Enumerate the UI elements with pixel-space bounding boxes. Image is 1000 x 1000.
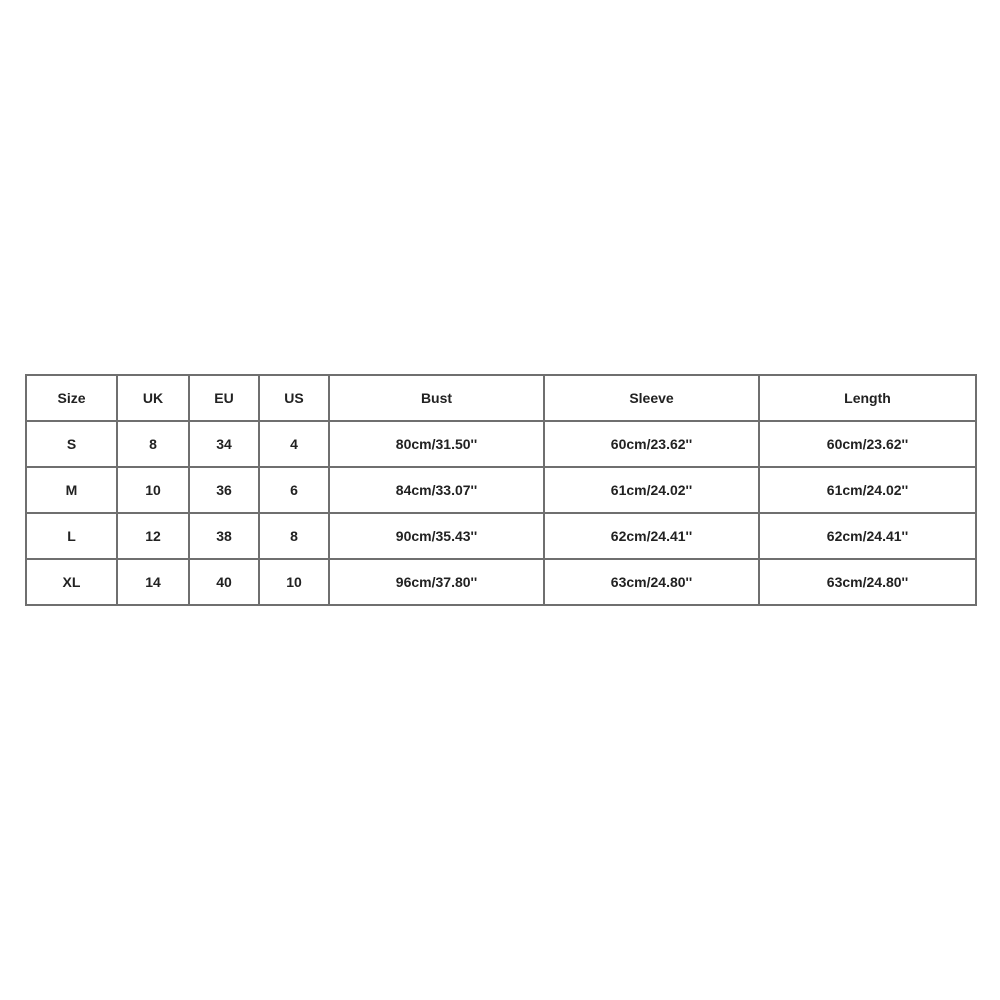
cell-size: L: [26, 513, 117, 559]
cell-bust: 96cm/37.80'': [329, 559, 544, 605]
cell-uk: 14: [117, 559, 189, 605]
header-size: Size: [26, 375, 117, 421]
cell-bust: 90cm/35.43'': [329, 513, 544, 559]
header-eu: EU: [189, 375, 259, 421]
cell-eu: 34: [189, 421, 259, 467]
cell-eu: 40: [189, 559, 259, 605]
cell-length: 63cm/24.80'': [759, 559, 976, 605]
cell-us: 4: [259, 421, 329, 467]
header-length: Length: [759, 375, 976, 421]
cell-uk: 10: [117, 467, 189, 513]
header-uk: UK: [117, 375, 189, 421]
table-row: [26, 467, 976, 513]
cell-size: M: [26, 467, 117, 513]
cell-us: 10: [259, 559, 329, 605]
cell-us: 8: [259, 513, 329, 559]
header-sleeve: Sleeve: [544, 375, 759, 421]
cell-size: XL: [26, 559, 117, 605]
cell-bust: 84cm/33.07'': [329, 467, 544, 513]
cell-us: 6: [259, 467, 329, 513]
cell-sleeve: 61cm/24.02'': [544, 467, 759, 513]
cell-length: 61cm/24.02'': [759, 467, 976, 513]
cell-eu: 38: [189, 513, 259, 559]
size-chart-table: [25, 374, 977, 606]
table-header-row: [26, 375, 976, 421]
table-row: [26, 559, 976, 605]
cell-length: 62cm/24.41'': [759, 513, 976, 559]
table-row: [26, 513, 976, 559]
cell-sleeve: 60cm/23.62'': [544, 421, 759, 467]
cell-sleeve: 63cm/24.80'': [544, 559, 759, 605]
cell-eu: 36: [189, 467, 259, 513]
header-bust: Bust: [329, 375, 544, 421]
cell-size: S: [26, 421, 117, 467]
cell-length: 60cm/23.62'': [759, 421, 976, 467]
cell-uk: 12: [117, 513, 189, 559]
header-us: US: [259, 375, 329, 421]
cell-bust: 80cm/31.50'': [329, 421, 544, 467]
cell-sleeve: 62cm/24.41'': [544, 513, 759, 559]
table-row: [26, 421, 976, 467]
cell-uk: 8: [117, 421, 189, 467]
